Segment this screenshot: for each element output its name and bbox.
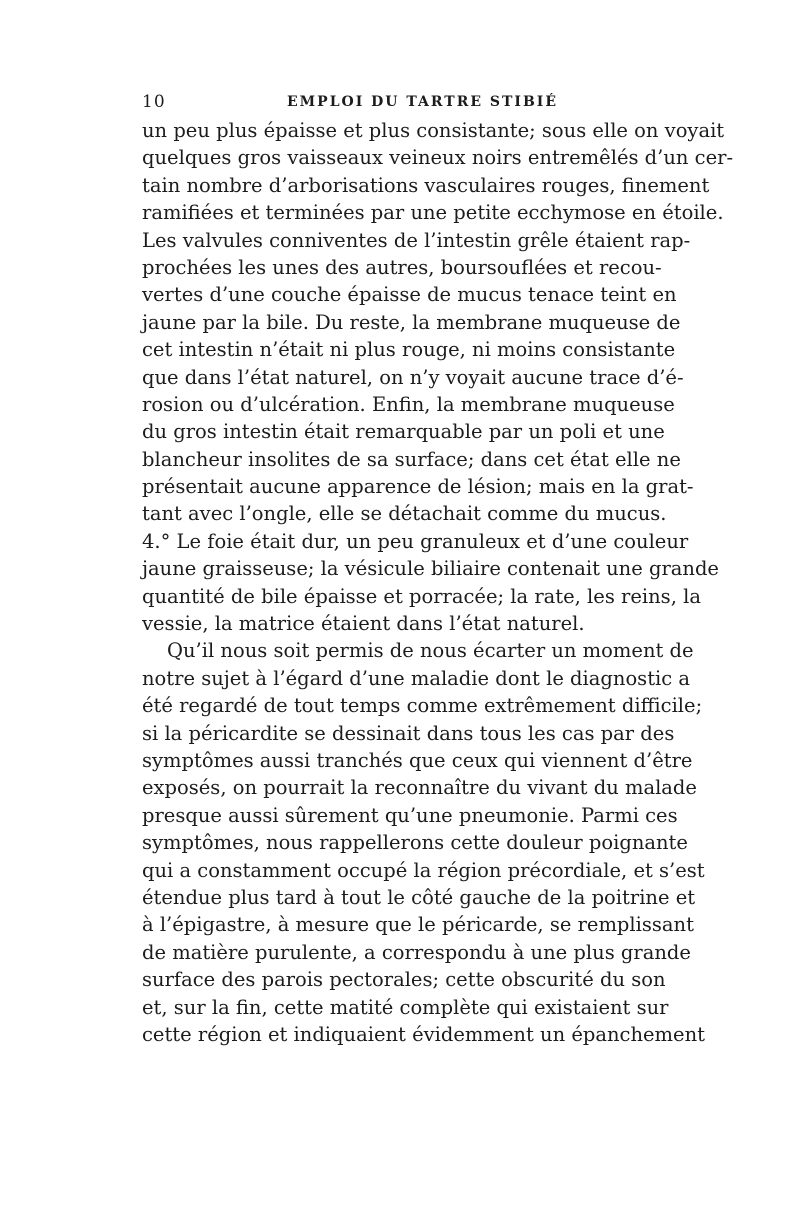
text-line: tant avec l’ongle, elle se détachait comme du mucus. bbox=[142, 502, 667, 526]
body-text bbox=[142, 117, 734, 1048]
text-line: vessie, la matrice étaient dans l’état naturel. bbox=[142, 612, 585, 636]
text-line: cette région et indiquaient évidemment un épanchement bbox=[142, 1022, 705, 1046]
text-line: exposés, on pourrait la reconnaître du vivant du malade bbox=[142, 776, 697, 800]
text-line: quantité de bile épaisse et porracée; la rate, les reins, la bbox=[142, 584, 701, 608]
text-line: blancheur insolites de sa surface; dans cet état elle ne bbox=[142, 447, 681, 471]
running-title: EMPLOI DU TARTRE STIBIÉ bbox=[287, 94, 559, 110]
text-line: qui a constamment occupé la région précordiale, et s’est bbox=[142, 858, 705, 882]
page-header bbox=[142, 92, 657, 116]
text-line: à l’épigastre, à mesure que le péricarde, se remplissant bbox=[142, 913, 694, 937]
text-line: que dans l’état naturel, on n’y voyait aucune trace d’é- bbox=[142, 365, 684, 389]
text-line: symptômes aussi tranchés que ceux qui viennent d’être bbox=[142, 748, 693, 772]
text-line: surface des parois pectorales; cette obscurité du son bbox=[142, 968, 666, 992]
text-line: été regardé de tout temps comme extrêmement difficile; bbox=[142, 694, 703, 718]
text-line: quelques gros vaisseaux veineux noirs entremêlés d’un cer- bbox=[142, 146, 734, 170]
text-line: tain nombre d’arborisations vasculaires rouges, finement bbox=[142, 173, 710, 197]
text-line: 4.° Le foie était dur, un peu granuleux et d’une couleur bbox=[142, 529, 689, 553]
text-line: si la péricardite se dessinait dans tous les cas par des bbox=[142, 721, 675, 745]
text-line: symptômes, nous rappellerons cette douleur poignante bbox=[142, 831, 688, 855]
text-line: jaune graisseuse; la vésicule biliaire contenait une grande bbox=[142, 557, 719, 581]
text-line: vertes d’une couche épaisse de mucus tenace teint en bbox=[142, 283, 677, 307]
page-number: 10 bbox=[142, 92, 166, 112]
text-line: Qu’il nous soit permis de nous écarter un moment de bbox=[167, 639, 694, 663]
text-line: étendue plus tard à tout le côté gauche de la poitrine et bbox=[142, 885, 696, 909]
text-line: rosion ou d’ulcération. Enfin, la membrane muqueuse bbox=[142, 392, 675, 416]
text-line: presque aussi sûrement qu’une pneumonie. Parmi ces bbox=[142, 803, 678, 827]
text-line: ramifiées et terminées par une petite ecchymose en étoile. bbox=[142, 201, 724, 225]
text-line: du gros intestin était remarquable par un poli et une bbox=[142, 420, 665, 444]
text-line: Les valvules conniventes de l’intestin grêle étaient rap- bbox=[142, 228, 691, 252]
text-line: jaune par la bile. Du reste, la membrane muqueuse de bbox=[142, 310, 681, 334]
text-line: prochées les unes des autres, boursouflées et recou- bbox=[142, 255, 662, 279]
text-line: notre sujet à l’égard d’une maladie dont le diagnostic a bbox=[142, 666, 691, 690]
text-line: un peu plus épaisse et plus consistante; sous elle on voyait bbox=[142, 119, 725, 142]
text-line: présentait aucune apparence de lésion; mais en la grat- bbox=[142, 475, 694, 499]
text-line: de matière purulente, a correspondu à une plus grande bbox=[142, 940, 691, 964]
text-line: cet intestin n’était ni plus rouge, ni moins consistante bbox=[142, 338, 676, 362]
text-line: et, sur la fin, cette matité complète qui existaient sur bbox=[142, 995, 669, 1019]
